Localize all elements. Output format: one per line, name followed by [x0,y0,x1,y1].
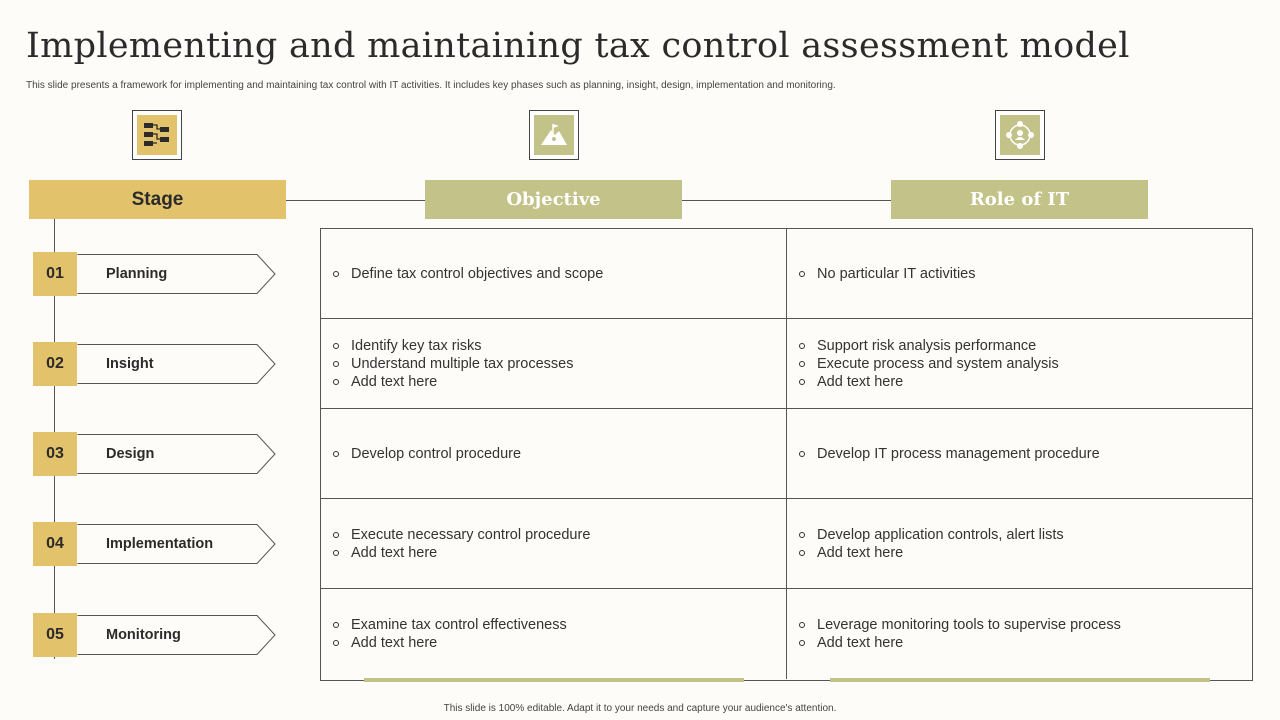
bullet-text: Leverage monitoring tools to supervise process [817,617,1121,633]
objective-header: Objective [425,180,682,219]
bullet-item [331,544,786,562]
stage-header: Stage [29,180,286,219]
content-table [320,228,1253,681]
bullet-text: Execute process and system analysis [817,355,1059,372]
bullet-item [797,445,1252,463]
stage-label: Insight [106,356,154,372]
table-row [321,409,1252,499]
objective-underline [364,678,744,682]
bullet-circle-icon [333,361,339,367]
bullet-circle-icon [799,271,805,277]
bullet-text: Add text here [817,544,904,561]
bullet-item [331,616,786,634]
table-row [321,589,1252,679]
bullet-text: Examine tax control effectiveness [351,617,567,633]
header-connector [682,200,891,201]
bullet-circle-icon [799,640,805,646]
stage-number: 01 [33,252,77,296]
bullet-item [797,337,1252,355]
bullet-text: Develop IT process management procedure [817,445,1100,462]
bullet-item [331,355,786,373]
bullet-text: Add text here [351,373,438,390]
bullet-circle-icon [333,451,339,457]
role-underline [830,678,1210,682]
bullet-item [331,373,786,391]
bullet-item [797,544,1252,562]
bullet-circle-icon [333,622,339,628]
bullet-circle-icon [799,550,805,556]
bullet-text: Identify key tax risks [351,337,482,354]
bullet-text: Understand multiple tax processes [351,355,574,372]
role-cell [787,499,1252,588]
stage-label: Implementation [106,536,214,552]
mountain-flag-icon [539,120,569,150]
bullet-circle-icon [799,451,805,457]
objective-cell [321,229,787,318]
bullet-item [797,616,1252,634]
bullet-text: Add text here [817,635,904,651]
role-cell [787,229,1252,318]
role-icon-box [995,110,1045,160]
objective-cell [321,319,787,408]
bullet-circle-icon [799,532,805,538]
bullet-text: Develop control procedure [351,445,522,462]
bullet-item [797,373,1252,391]
bullet-item [797,526,1252,544]
bullet-text: Add text here [351,544,438,561]
footer-note: This slide is 100% editable. Adapt it to your needs and capture your audience's attention. [443,703,837,714]
bullet-item [331,445,786,463]
bullet-item [797,634,1252,652]
stage-label: Monitoring [106,627,181,643]
role-cell [787,589,1252,679]
objective-cell [321,409,787,498]
objective-cell [321,589,787,679]
role-header: Role of IT [891,180,1148,219]
bullet-text: No particular IT activities [817,265,976,282]
bullet-text: Support risk analysis performance [817,337,1037,354]
bullet-circle-icon [333,343,339,349]
stage-number: 04 [33,522,77,566]
stage-number: 03 [33,432,77,476]
bullet-item [331,337,786,355]
bullet-text: Define tax control objectives and scope [351,265,604,282]
header-connector [286,200,425,201]
bullet-circle-icon [799,361,805,367]
bullet-text: Add text here [817,373,904,390]
bullet-circle-icon [333,532,339,538]
objective-icon-box [529,110,579,160]
stage-number: 02 [33,342,77,386]
bullet-item [797,355,1252,373]
bullet-text: Add text here [351,635,438,651]
bullet-text: Execute necessary control procedure [351,526,591,543]
stage-label: Planning [106,266,168,282]
bullet-circle-icon [799,379,805,385]
bullet-circle-icon [799,343,805,349]
bullet-circle-icon [799,622,805,628]
bullet-item [797,265,1252,283]
table-row [321,319,1252,409]
page-title: Implementing and maintaining tax control assessment model [26,26,1130,66]
bullet-circle-icon [333,379,339,385]
objective-cell [321,499,787,588]
role-cell [787,319,1252,408]
bullet-item [331,526,786,544]
table-row [321,229,1252,319]
bullet-circle-icon [333,640,339,646]
table-row [321,499,1252,589]
role-cell [787,409,1252,498]
stage-icon-box [132,110,182,160]
bullet-item [331,634,786,652]
network-user-icon [1004,119,1036,151]
bullet-circle-icon [333,550,339,556]
stage-number: 05 [33,613,77,657]
stage-label: Design [106,446,155,462]
bullet-text: Develop application controls, alert lists [817,526,1064,543]
bullet-circle-icon [333,271,339,277]
bullet-item [331,265,786,283]
flowchart-icon [142,120,172,150]
page-subtitle: This slide presents a framework for implementing and maintaining tax control with IT activities. It includes key phases such as planning, insight, design, implementation and monitoring. [26,80,836,91]
